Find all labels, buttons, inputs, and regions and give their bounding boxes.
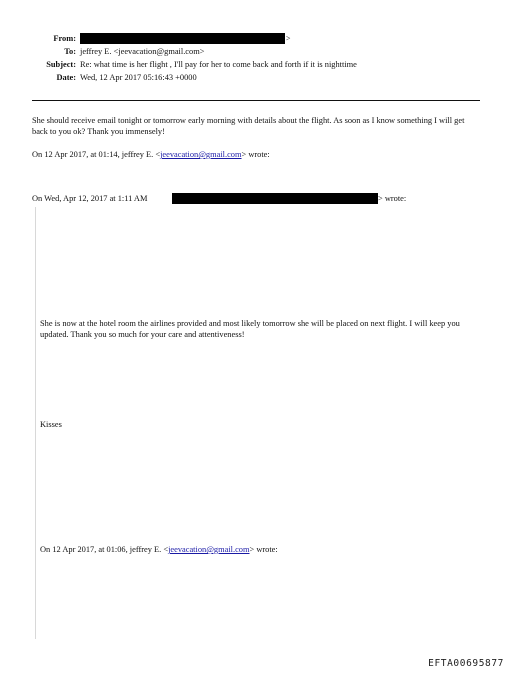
quote-attribution-2-prefix: On Wed, Apr 12, 2017 at 1:11 AM <box>32 194 148 203</box>
quote-border <box>35 207 36 639</box>
subject-label: Subject: <box>46 60 76 69</box>
kisses-text: Kisses <box>40 420 62 429</box>
date-label: Date: <box>56 73 76 82</box>
to-label: To: <box>64 47 76 56</box>
quote-attribution-2-suffix: > wrote: <box>378 194 407 203</box>
subject-value: Re: what time is her flight , I'll pay for her to come back and forth if it is nighttime <box>80 60 357 69</box>
quote-attribution-1-suffix: > wrote: <box>241 150 270 159</box>
quote-attribution-1-prefix: On 12 Apr 2017, at 01:14, jeffrey E. < <box>32 150 161 159</box>
from-redaction-caret: > <box>286 34 291 43</box>
quote-attribution-3-prefix: On 12 Apr 2017, at 01:06, jeffrey E. < <box>40 545 169 554</box>
date-value: Wed, 12 Apr 2017 05:16:43 +0000 <box>80 73 197 82</box>
quote-attribution-3-suffix: > wrote: <box>249 545 278 554</box>
document-id: EFTA00695877 <box>428 658 504 670</box>
quote-attribution-3-email-link[interactable]: jeevacation@gmail.com <box>168 545 250 554</box>
quote-attribution-1-email-link[interactable]: jeevacation@gmail.com <box>160 150 242 159</box>
header-divider <box>32 100 480 101</box>
from-label: From: <box>53 34 76 43</box>
quoted-paragraph: She is now at the hotel room the airlines provided and most likely tomorrow she will be placed on next flight. I will keep you updated. Thank you so much for your care and attentiveness! <box>40 319 460 339</box>
to-value: jeffrey E. <jeevacation@gmail.com> <box>80 47 205 56</box>
message-paragraph: She should receive email tonight or tomorrow early morning with details about the flight. As soon as I know something I will get back to you ok? Thank you immensely! <box>32 116 465 136</box>
quote-attribution-1 <box>32 150 270 161</box>
quote-attribution-3 <box>40 545 278 556</box>
quote-attribution-2-redaction <box>172 193 378 204</box>
from-redaction <box>80 33 285 44</box>
